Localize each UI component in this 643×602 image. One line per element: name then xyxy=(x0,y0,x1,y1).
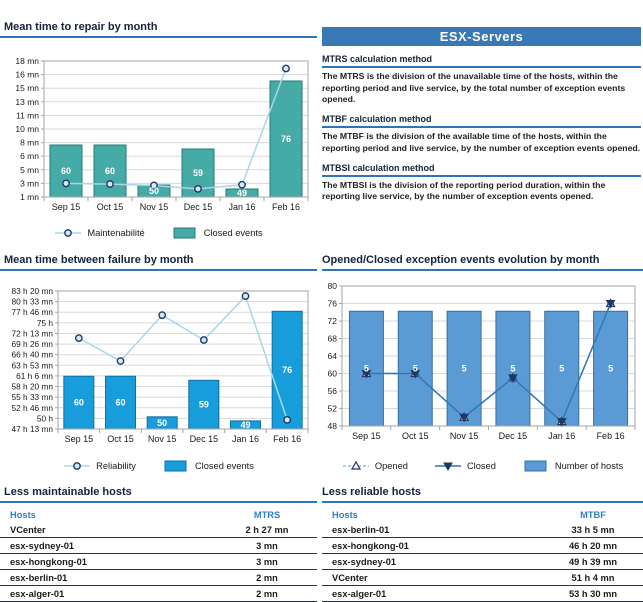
legend-item xyxy=(63,460,136,472)
y-tick-label: 66 h 40 mn xyxy=(11,349,53,360)
mtrs-chart-legend xyxy=(0,227,317,239)
y-tick-label: 58 h 20 mn xyxy=(11,381,53,392)
x-tick-label: Oct 15 xyxy=(401,431,429,441)
bar-value-label: 5 xyxy=(461,363,467,374)
y-tick-label: 48 xyxy=(327,421,337,431)
value-cell: 3 mn xyxy=(256,556,278,567)
section-maintainable-hosts xyxy=(0,486,317,602)
bar-value-label: 49 xyxy=(236,188,248,198)
legend-swatch-icon xyxy=(522,460,550,472)
y-tick-label: 69 h 26 mn xyxy=(11,339,53,350)
legend-item xyxy=(162,460,254,472)
maintainable-hosts-table xyxy=(0,507,317,602)
y-tick-label: 61 h 6 mn xyxy=(16,370,53,381)
mtbf-chart xyxy=(0,277,317,456)
y-tick-label: 11 mn xyxy=(16,110,39,121)
x-tick-label: Feb 16 xyxy=(596,431,625,441)
table-row xyxy=(322,522,643,538)
mtbf-method-heading: MTBF calculation method xyxy=(322,114,641,128)
info-panel xyxy=(322,27,641,203)
data-point-marker xyxy=(117,358,123,364)
chart-canvas xyxy=(322,277,639,451)
table-row xyxy=(0,538,317,554)
host-cell: esx-hongkong-01 xyxy=(332,540,409,551)
table-row xyxy=(322,570,643,586)
y-tick-label: 56 xyxy=(327,386,337,396)
host-cell: esx-berlin-01 xyxy=(332,524,390,535)
x-tick-label: Dec 15 xyxy=(183,202,213,212)
table-row xyxy=(0,554,317,570)
host-cell: esx-berlin-01 xyxy=(10,572,68,583)
x-tick-label: Oct 15 xyxy=(107,434,134,444)
x-tick-label: Nov 15 xyxy=(449,431,479,441)
mtbf-chart-legend xyxy=(0,460,317,472)
host-cell: esx-alger-01 xyxy=(10,588,65,599)
mtbf-method-body: The MTBF is the division of the available time of the hosts, within the reporting period and live service, by the number of exception events opened. xyxy=(322,131,641,153)
bar-value-label: 59 xyxy=(192,168,204,178)
y-tick-label: 3 mn xyxy=(20,178,39,189)
y-tick-label: 18 mn xyxy=(15,56,39,66)
column-header: MTRS xyxy=(253,509,281,520)
bar-value-label: 60 xyxy=(115,397,126,408)
data-point-marker xyxy=(242,293,248,299)
legend-label: Opened xyxy=(374,461,408,471)
legend-item xyxy=(342,460,408,472)
chart-canvas xyxy=(0,277,312,451)
legend-line-icon xyxy=(434,460,462,472)
y-tick-label: 15 mn xyxy=(15,83,39,94)
legend-label: Closed events xyxy=(203,228,263,238)
y-tick-label: 13 mn xyxy=(15,96,39,107)
bar-value-label: 76 xyxy=(282,365,293,376)
table-row xyxy=(322,586,643,602)
bar-value-label: 5 xyxy=(608,363,614,374)
value-cell: 2 mn xyxy=(256,588,278,599)
table-row xyxy=(0,522,317,538)
bar-value-label: 5 xyxy=(363,363,369,374)
value-cell: 33 h 5 mn xyxy=(571,524,615,535)
value-cell: 2 h 27 mn xyxy=(245,524,289,535)
bar-value-label: 50 xyxy=(148,186,160,196)
y-tick-label: 80 h 33 mn xyxy=(11,296,53,307)
table-header-row xyxy=(322,507,643,522)
legend-swatch-icon xyxy=(171,227,199,239)
y-tick-label: 72 h 13 mn xyxy=(11,328,53,339)
x-tick-label: Dec 15 xyxy=(189,434,219,444)
y-tick-label: 72 xyxy=(327,316,337,326)
bar-value-label: 5 xyxy=(510,363,516,374)
events-chart-legend xyxy=(322,460,643,472)
x-tick-label: Dec 15 xyxy=(498,431,528,441)
mtbsi-method-heading: MTBSI calculation method xyxy=(322,163,641,177)
plot-border xyxy=(58,291,308,429)
bar-value-label: 60 xyxy=(60,166,72,176)
column-header: Hosts xyxy=(10,509,36,520)
host-cell: VCenter xyxy=(10,524,46,535)
host-cell: esx-hongkong-01 xyxy=(10,556,87,567)
data-point-marker xyxy=(159,312,165,318)
x-tick-label: Nov 15 xyxy=(147,434,177,444)
data-point-marker xyxy=(284,417,290,423)
table-row xyxy=(0,570,317,586)
y-tick-label: 68 xyxy=(327,333,337,344)
host-cell: esx-alger-01 xyxy=(332,588,387,599)
bar-value-label: 50 xyxy=(157,417,168,428)
table-title-maintainable: Less maintainable hosts xyxy=(0,486,317,503)
legend-item xyxy=(522,460,623,472)
x-tick-label: Sep 15 xyxy=(64,434,94,444)
y-tick-label: 50 h xyxy=(36,413,53,424)
bar-value-label: 60 xyxy=(73,397,84,408)
column-header: Hosts xyxy=(332,509,358,520)
bar-value-label: 5 xyxy=(559,363,565,374)
section-mtrs-chart xyxy=(0,21,317,239)
reliable-hosts-table xyxy=(322,507,643,602)
section-mtbf-chart xyxy=(0,254,317,472)
mtbsi-method-body: The MTBSI is the division of the reporting period duration, within the reporting live service, by the number of exception events opened. xyxy=(322,179,606,202)
legend-swatch xyxy=(174,228,195,238)
y-tick-label: 5 mn xyxy=(20,164,39,175)
section-reliable-hosts xyxy=(322,486,643,602)
x-tick-label: Feb 16 xyxy=(273,434,302,444)
y-tick-label: 1 mn xyxy=(20,192,39,202)
data-point-marker xyxy=(283,65,289,71)
data-point-marker xyxy=(107,181,113,187)
table-row xyxy=(0,586,317,602)
section-title-mtbf: Mean time between failure by month xyxy=(0,254,317,271)
data-point-marker xyxy=(74,463,80,469)
legend-item xyxy=(434,460,496,472)
x-tick-label: Jan 16 xyxy=(228,202,256,212)
y-tick-label: 47 h 13 mn xyxy=(11,424,53,434)
table-row xyxy=(322,538,643,554)
value-cell: 53 h 30 mn xyxy=(568,588,618,599)
y-tick-label: 64 xyxy=(327,351,337,361)
host-cell: VCenter xyxy=(332,572,368,583)
value-cell: 3 mn xyxy=(256,540,278,551)
y-tick-label: 75 h xyxy=(36,317,53,328)
table-header-row xyxy=(0,507,317,522)
legend-swatch-icon xyxy=(162,460,190,472)
x-tick-label: Feb 16 xyxy=(271,202,301,212)
value-cell: 49 h 39 mn xyxy=(568,556,618,567)
data-point-marker xyxy=(239,182,245,188)
legend-item xyxy=(54,227,144,239)
data-point-marker xyxy=(76,335,82,341)
bar-value-label: 60 xyxy=(104,166,116,176)
x-tick-label: Sep 15 xyxy=(352,431,381,441)
host-cell: esx-sydney-01 xyxy=(332,556,397,567)
panel-banner-title: ESX-Servers xyxy=(322,27,641,46)
y-tick-label: 16 mn xyxy=(15,69,39,80)
y-tick-label: 10 mn xyxy=(15,124,39,134)
y-tick-label: 52 xyxy=(327,403,337,414)
legend-label: Closed events xyxy=(194,461,254,471)
y-tick-label: 6 mn xyxy=(20,151,39,162)
x-tick-label: Sep 15 xyxy=(51,202,81,212)
y-tick-label: 83 h 20 mn xyxy=(11,286,53,296)
mtrs-chart xyxy=(0,44,317,223)
legend-label: Reliability xyxy=(96,461,136,471)
data-point-marker xyxy=(195,186,201,192)
section-events-chart xyxy=(322,254,643,472)
y-tick-label: 76 xyxy=(327,298,337,309)
legend-line-icon xyxy=(54,227,82,239)
legend-item xyxy=(171,227,263,239)
y-tick-label: 60 xyxy=(327,368,337,379)
data-point-marker xyxy=(65,230,71,236)
legend-swatch xyxy=(525,461,546,471)
x-tick-label: Oct 15 xyxy=(96,202,124,212)
section-title-events: Opened/Closed exception events evolution by month xyxy=(322,254,643,271)
legend-label: Number of hosts xyxy=(554,461,624,471)
bar-value-label: 5 xyxy=(412,363,418,374)
legend-swatch xyxy=(165,461,186,471)
legend-label: Maintenabilité xyxy=(87,228,145,238)
table-title-reliable: Less reliable hosts xyxy=(322,486,643,503)
value-cell: 2 mn xyxy=(256,572,278,583)
column-header: MTBF xyxy=(580,509,606,520)
y-tick-label: 55 h 33 mn xyxy=(11,392,53,403)
bar-value-label: 59 xyxy=(198,399,209,410)
x-tick-label: Jan 16 xyxy=(231,434,260,444)
y-tick-label: 63 h 53 mn xyxy=(11,360,53,371)
y-tick-label: 8 mn xyxy=(20,137,39,148)
host-cell: esx-sydney-01 xyxy=(10,540,75,551)
value-cell: 51 h 4 mn xyxy=(571,572,615,583)
value-cell: 46 h 20 mn xyxy=(568,540,618,551)
bar-value-label: 49 xyxy=(240,419,251,430)
y-tick-label: 52 h 46 mn xyxy=(11,402,53,413)
legend-line-icon xyxy=(342,460,370,472)
bar-value-label: 76 xyxy=(280,134,292,144)
section-title-mtrs: Mean time to repair by month xyxy=(0,21,317,38)
data-point-marker xyxy=(201,337,207,343)
mtrs-method-heading: MTRS calculation method xyxy=(322,54,641,68)
y-tick-label: 80 xyxy=(327,281,337,291)
table-row xyxy=(322,554,643,570)
x-tick-label: Nov 15 xyxy=(139,202,169,212)
x-tick-label: Jan 16 xyxy=(548,431,576,441)
data-point-marker xyxy=(63,180,69,186)
legend-line-icon xyxy=(63,460,91,472)
mtrs-method-body: The MTRS is the division of the unavailable time of the hosts, within the reporting period and live service, by the total number of exception events opened. xyxy=(322,71,626,105)
legend-label: Closed xyxy=(466,461,496,471)
y-tick-label: 77 h 46 mn xyxy=(11,307,53,318)
events-chart xyxy=(322,277,643,456)
chart-canvas xyxy=(0,44,312,218)
